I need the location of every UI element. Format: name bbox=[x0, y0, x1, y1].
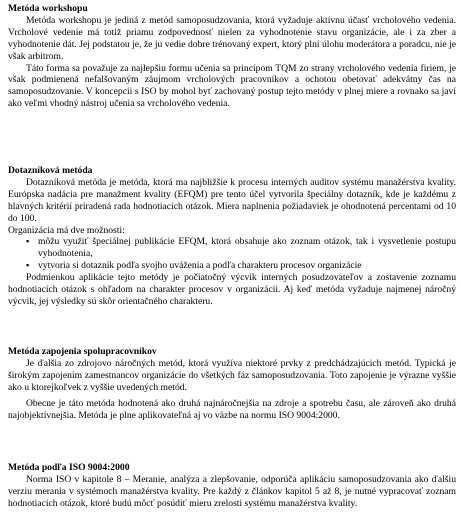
paragraph: Podmienkou aplikácie tejto metódy je počiatočný výcvik interných posudzovateľov a zostavenie zoznamu hodnotiacich otázok s ohľadom na charakter procesov v organizácii. Aj keď metóda vyžaduje najmenej náročný výcvik, jej výsledky sú skôr orientačného charakteru. bbox=[8, 272, 456, 307]
section-title: Metóda podľa ISO 9004:2000 bbox=[8, 462, 130, 473]
bullet-list bbox=[8, 236, 456, 272]
paragraph: Norma ISO v kapitole 8 – Meranie, analýza a zlepšovanie, odporúča aplikáciu samoposudzovania ako ďalšiu verziu merania v systémoch manažérstva kvality. Pre každý z článkov kapitol 5 až 8, je nutné vypracovať zoznam hodnotiacich otázok, ktoré budú môcť posúdiť mieru zrelosti systému manažérstva kvality. bbox=[8, 473, 456, 509]
list-item: ▪ môžu využiť špeciálnej publikácie EFQM, ktorá obsahuje ako zoznam otázok, tak i vysvetlenie postupu vyhodnotenia, bbox=[38, 236, 456, 260]
section-title: Dotazníková metóda bbox=[8, 165, 93, 176]
section-title: Metóda workshopu bbox=[8, 3, 88, 14]
section-questionnaire bbox=[8, 165, 456, 308]
paragraph: Dotazníková metóda je metóda, ktorá ma najbližšie k procesu interných auditov systému manažérstva kvality. Európska nadácia pre manažment kvality (EFQM) pre tento účel vytvorila špeciálny dotazník, kde je každému z hlavných kritérií priradená rada hodnotiacich otázok. Miera naplnenia požiadaviek je ohodnotená percentami od 10 do 100. bbox=[8, 176, 456, 224]
paragraph: Organizácia má dve možnosti: bbox=[8, 224, 125, 236]
section-iso-9004 bbox=[8, 462, 456, 510]
paragraph: Metóda workshopu je jediná z metód samoposudzovania, ktorá vyžaduje aktívnu účasť vrcholového vedenia. Vrcholové vedenie má totiž priamu zodpovednosť nielen za vyhodnotenie stavu organizácie, ale i za zber a vyhodnotenie dát. Jej podstatou je, že ju vedie dobre trénovaný expert, ktorý plní úlohu moderátora a poradcu, nie je však arbitrom. bbox=[8, 14, 456, 62]
paragraph: Táto forma sa považuje za najlepšiu formu učenia sa princípom TQM zo strany vrcholového vedenia firiem, je však podmienená nefalšovaným záujmom vrcholových pracovníkov a ochotou obetovať adekvátny čas na samoposudzovanie. V koncepcii s ISO by mohol byť zachovaný postup tejto metódy v plnej miere a rovnako sa javí ako veľmi vhodný nástroj učenia sa vrcholového vedenia. bbox=[8, 62, 456, 110]
section-title: Metóda zapojenia spolupracovníkov bbox=[8, 346, 157, 357]
section-employee-involvement bbox=[8, 346, 456, 421]
list-item: ▪ vytvoria si dotazník podľa svojho uváženia a podľa charakteru procesov organizácie bbox=[38, 260, 456, 272]
section-workshop bbox=[8, 3, 456, 110]
paragraph: Je ďalšia zo zdrojovo náročných metód, ktorá využíva niektoré prvky z predchádzajúcich metód. Typická je širokým zapojením zamestnancov organizácie do všetkých fáz samoposudzovania. Toto zapojenie je výrazne vyššie ako u ktorejkoľvek z vyššie uvedených metód. bbox=[8, 357, 456, 393]
paragraph: Obecne je táto metóda hodnotená ako druhá najnáročnejšia na zdroje a spotrebu času, ale zároveň ako druhá najobjektívnejšia. Metóda je plne aplikovateľná aj vo väzbe na normu ISO 9004:2000. bbox=[8, 397, 456, 421]
